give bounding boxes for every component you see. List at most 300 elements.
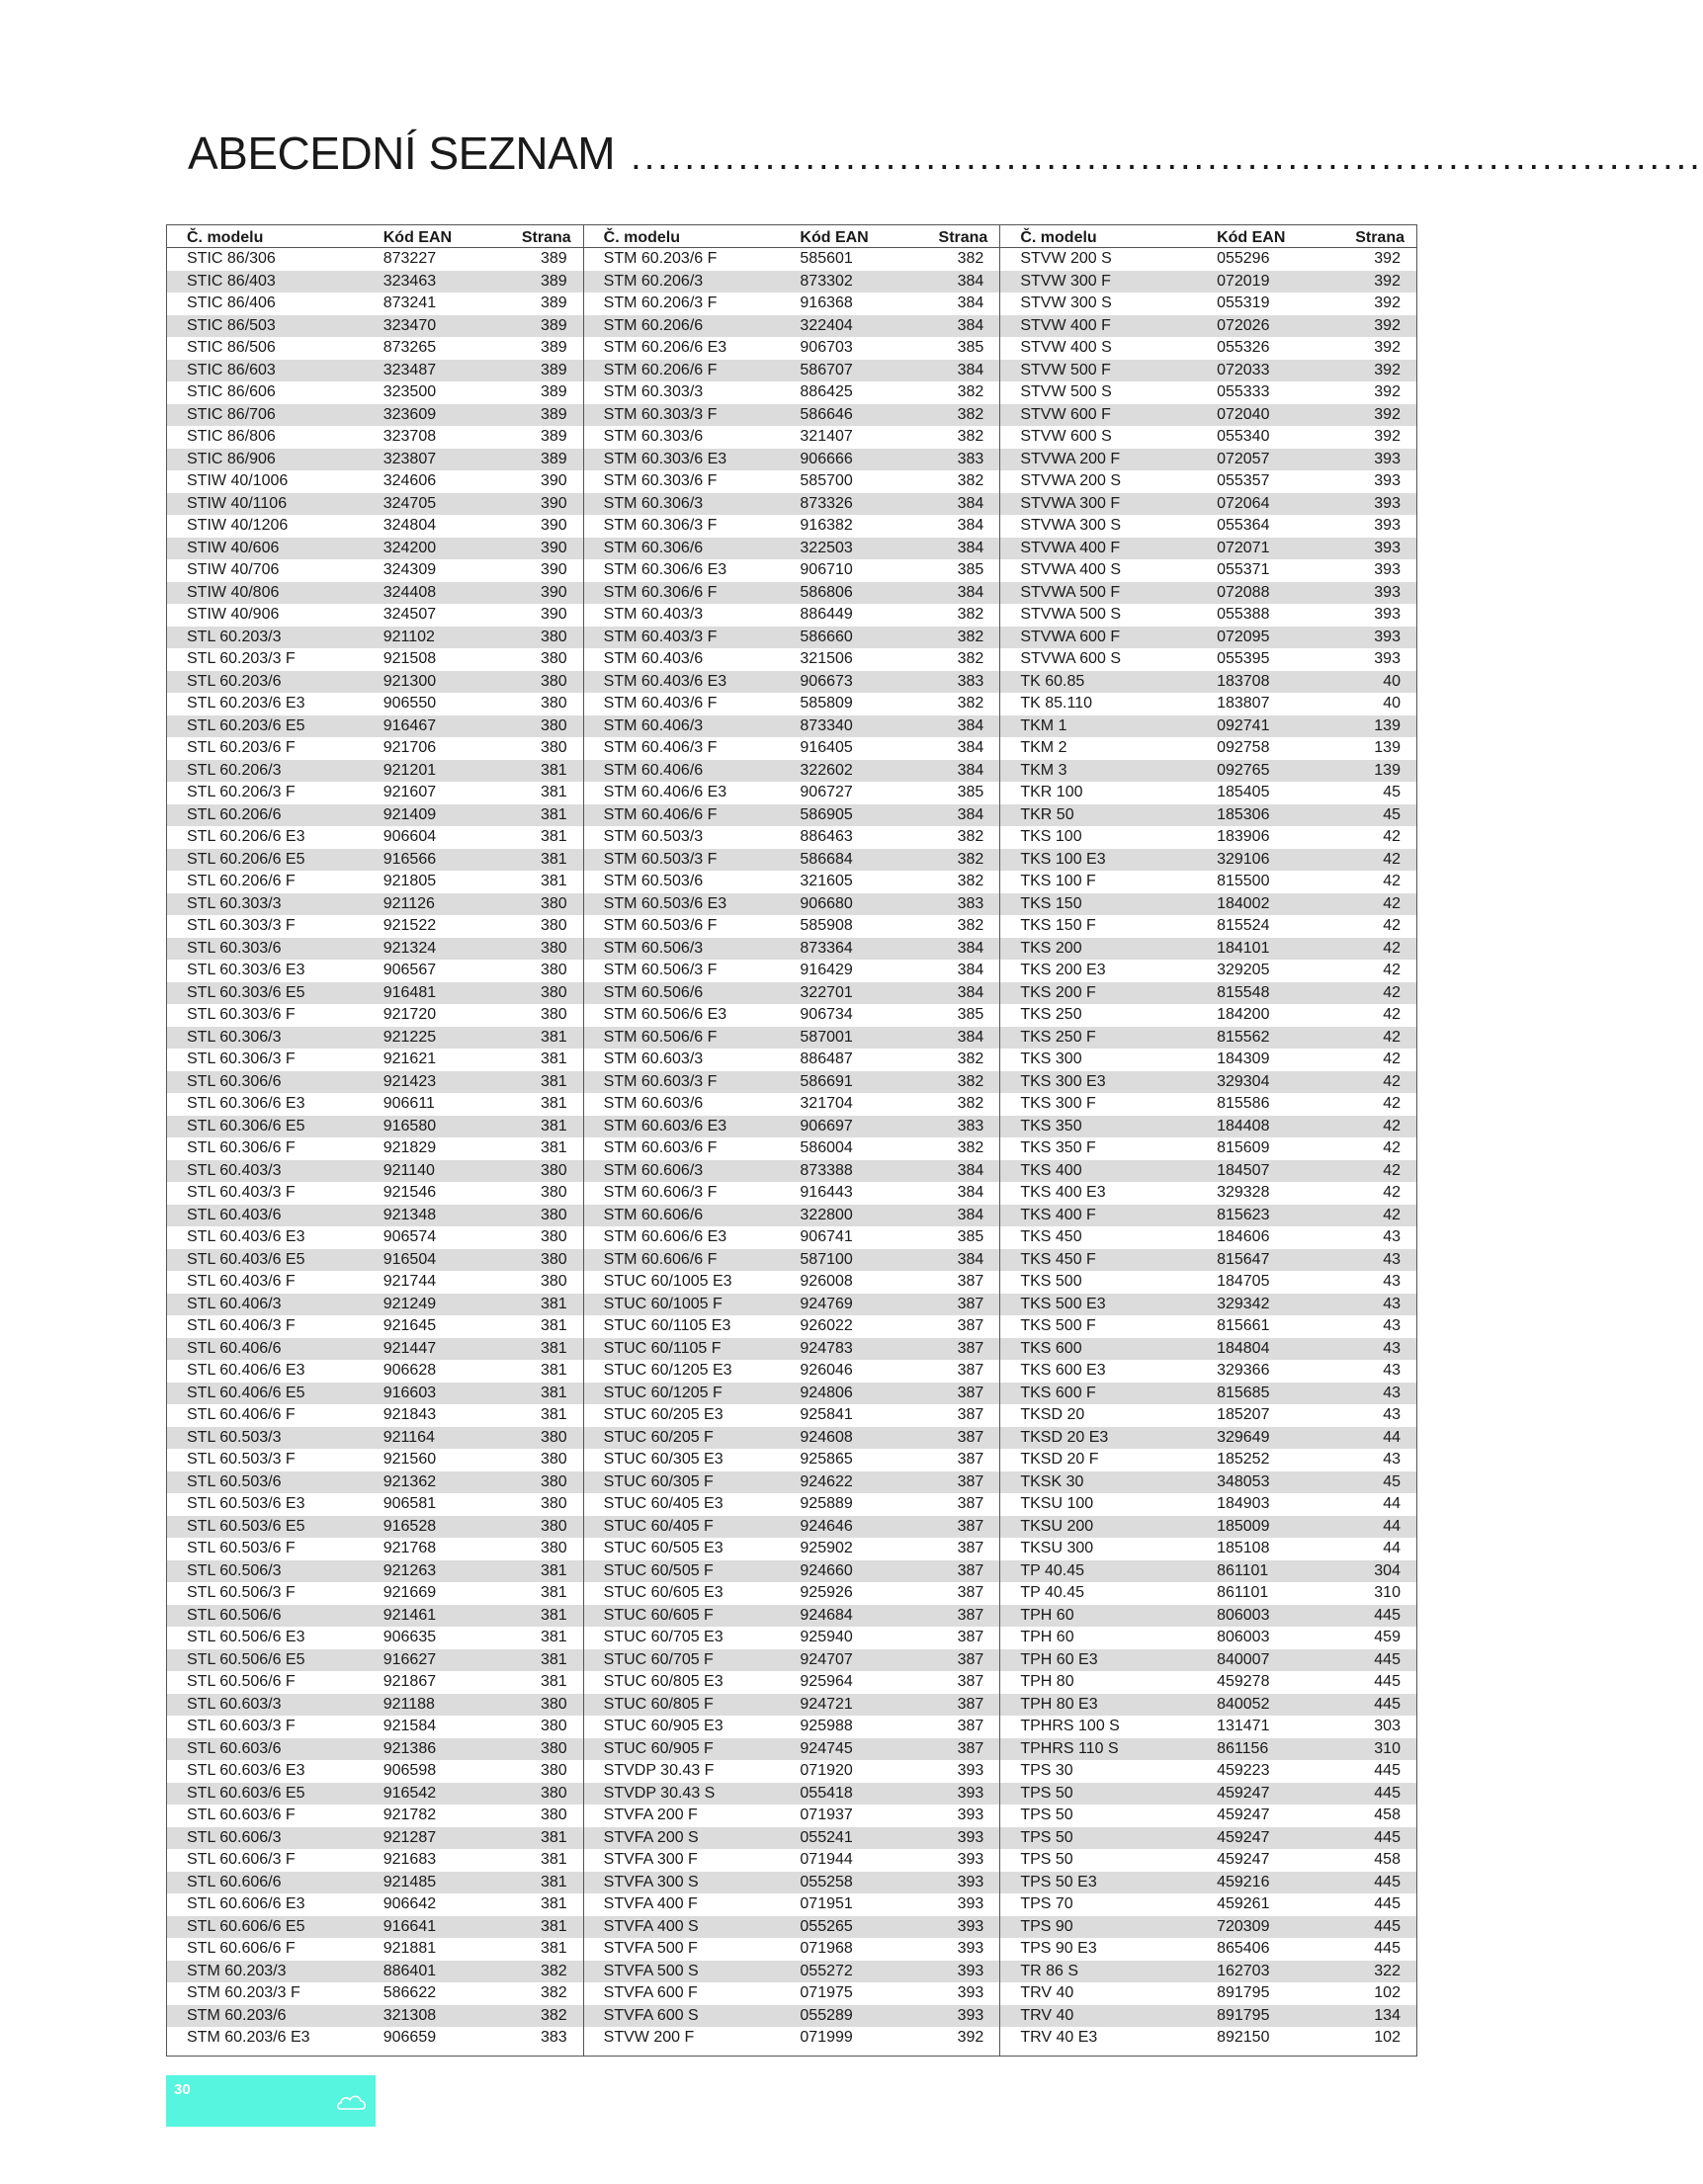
model-cell: STVWA 600 S [1020,650,1122,668]
ean-cell: 873340 [800,716,853,734]
table-row [167,648,583,671]
model-cell: STL 60.406/3 F [187,1317,296,1335]
page-cell: 387 [957,1406,984,1424]
ean-cell: 906741 [800,1228,853,1246]
table-row [167,1315,583,1338]
page-cell: 392 [1374,250,1401,268]
ean-cell: 886401 [383,1962,437,1979]
model-cell: TPS 70 [1020,1895,1073,1913]
page-cell: 381 [540,1629,567,1646]
model-cell: STM 60.306/3 F [603,517,718,535]
table-row [167,1961,583,1983]
table-row [1000,871,1416,893]
model-cell: STL 60.506/6 F [187,1673,296,1691]
table-row [167,938,583,961]
table-row [584,982,1000,1005]
table-row [167,1160,583,1183]
ean-cell: 924707 [800,1650,853,1668]
model-cell: STL 60.306/6 E5 [187,1117,305,1134]
model-cell: STVW 600 S [1020,428,1112,446]
page-cell: 381 [540,1117,567,1134]
model-cell: STL 60.403/3 F [187,1184,296,1202]
page-cell: 393 [1374,606,1401,624]
table-row [584,1649,1000,1672]
page-cell: 393 [957,1828,984,1846]
model-cell: STVFA 400 F [603,1895,698,1913]
page-cell: 387 [957,1650,984,1668]
table-row [1000,1294,1416,1316]
ean-cell: 916405 [800,739,853,757]
ean-cell: 459216 [1217,1873,1270,1890]
page-cell: 387 [957,1673,984,1691]
ean-cell: 916467 [383,716,437,734]
table-row [1000,470,1416,493]
table-row [584,1427,1000,1450]
model-cell: STM 60.203/6 F [603,250,718,268]
page-cell: 42 [1383,1095,1401,1113]
table-row [1000,1226,1416,1249]
page-cell: 445 [1374,1917,1401,1935]
model-cell: STL 60.503/6 E5 [187,1517,305,1535]
ean-cell: 921300 [383,672,437,690]
model-cell: STL 60.403/6 [187,1206,282,1223]
model-cell: TKS 100 [1020,828,1082,846]
table-row [167,470,583,493]
page-cell: 458 [1374,1806,1401,1824]
table-row [584,938,1000,961]
table-row [584,849,1000,872]
model-cell: STL 60.406/6 [187,1339,282,1357]
ean-cell: 921560 [383,1451,437,1469]
page-cell: 387 [957,1384,984,1401]
table-row [584,1360,1000,1383]
page-cell: 382 [957,383,984,401]
table-row [1000,715,1416,738]
page-cell: 393 [957,1895,984,1913]
table-row [167,1049,583,1071]
ean-cell: 586004 [800,1139,853,1157]
table-row [584,248,1000,271]
page-cell: 42 [1383,983,1401,1001]
page-cell: 384 [957,1161,984,1179]
ean-cell: 586806 [800,583,853,601]
page-cell: 392 [957,2029,984,2047]
model-cell: STL 60.306/3 [187,1028,282,1046]
ean-cell: 921386 [383,1739,437,1757]
table-row [584,760,1000,783]
ean-cell: 055357 [1217,472,1270,490]
table-row [584,293,1000,315]
ean-cell: 924721 [800,1695,853,1713]
ean-cell: 916382 [800,517,853,535]
page-cell: 42 [1383,894,1401,912]
ean-cell: 072064 [1217,494,1270,512]
ean-cell: 921225 [383,1028,437,1046]
model-cell: TKSU 300 [1020,1540,1094,1557]
page-cell: 381 [540,1362,567,1380]
model-cell: TKSU 200 [1020,1517,1094,1535]
model-cell: STM 60.606/3 F [603,1184,718,1202]
table-row [584,1716,1000,1738]
page-cell: 445 [1374,1762,1401,1780]
table-row [1000,1938,1416,1961]
page-cell: 380 [540,1762,567,1780]
model-cell: STM 60.503/6 F [603,917,718,935]
model-cell: TKS 300 [1020,1050,1082,1068]
table-row [167,1404,583,1427]
table-row [584,1516,1000,1539]
page-cell: 393 [957,1873,984,1890]
model-cell: TKS 350 F [1020,1139,1096,1157]
table-row [167,1516,583,1539]
page-cell: 392 [1374,272,1401,290]
page-cell: 381 [540,1940,567,1958]
table-row [1000,893,1416,916]
model-cell: STVFA 300 F [603,1851,698,1869]
model-cell: STM 60.303/6 E3 [603,450,727,467]
ean-cell: 324705 [383,494,437,512]
table-row [167,604,583,627]
ean-cell: 921126 [383,894,435,912]
table-row [1000,1137,1416,1160]
page-cell: 393 [1374,539,1401,556]
header-page: Strana [521,229,571,246]
ean-cell: 184903 [1217,1495,1270,1513]
table-row [584,1916,1000,1939]
table-row [167,693,583,715]
ean-cell: 071999 [800,2029,853,2047]
model-cell: TKS 150 [1020,894,1082,912]
ean-cell: 916443 [800,1184,853,1202]
ean-cell: 329304 [1217,1072,1270,1090]
page-cell: 389 [540,428,567,446]
table-row [1000,1516,1416,1539]
model-cell: STUC 60/1005 E3 [603,1273,732,1291]
table-row [1000,1471,1416,1494]
model-cell: TPS 50 [1020,1784,1073,1802]
table-row [584,1027,1000,1050]
page-cell: 380 [540,650,567,668]
page-cell: 380 [540,1784,567,1802]
table-row [167,1116,583,1138]
ean-cell: 587100 [800,1250,853,1268]
ean-cell: 906611 [383,1095,435,1113]
table-row [167,271,583,294]
page-cell: 392 [1374,361,1401,378]
page-cell: 393 [957,2006,984,2024]
ean-cell: 055364 [1217,517,1270,535]
model-cell: TKS 250 F [1020,1028,1096,1046]
ean-cell: 916368 [800,294,853,312]
page-cell: 387 [957,1561,984,1579]
ean-cell: 886449 [800,606,853,624]
model-cell: STL 60.203/3 [187,628,282,645]
page-cell: 382 [540,1984,567,2002]
model-cell: TRV 40 [1020,2006,1074,2024]
page-cell: 44 [1383,1517,1401,1535]
ean-cell: 586660 [800,628,853,645]
page-cell: 381 [540,1673,567,1691]
page-cell: 445 [1374,1784,1401,1802]
page-cell: 381 [540,1584,567,1602]
ean-cell: 924608 [800,1428,853,1446]
table-row [1000,1182,1416,1205]
model-cell: STM 60.506/3 F [603,962,718,979]
page-cell: 390 [540,561,567,579]
table-row [584,2005,1000,2028]
model-cell: TKSD 20 [1020,1406,1085,1424]
table-row [1000,737,1416,760]
model-cell: STL 60.603/6 E5 [187,1784,305,1802]
page-cell: 384 [957,517,984,535]
table-row [167,982,583,1005]
table-row [167,1182,583,1205]
model-cell: TKS 300 E3 [1020,1072,1106,1090]
page-cell: 43 [1383,1362,1401,1380]
model-cell: STIW 40/1006 [187,472,289,490]
model-cell: STM 60.406/6 [603,761,704,779]
model-cell: TPS 50 [1020,1828,1073,1846]
model-cell: STL 60.603/6 E3 [187,1762,305,1780]
page-cell: 445 [1374,1673,1401,1691]
model-cell: STL 60.503/6 [187,1472,282,1490]
page-cell: 384 [957,361,984,378]
table-row [167,493,583,516]
ean-cell: 459261 [1217,1895,1270,1913]
model-cell: STVWA 300 S [1020,517,1122,535]
page-cell: 387 [957,1362,984,1380]
model-cell: STL 60.606/3 F [187,1851,296,1869]
model-cell: STL 60.406/6 E5 [187,1384,305,1401]
page-cell: 381 [540,1561,567,1579]
table-row [584,1182,1000,1205]
page-cell: 381 [540,784,567,801]
ean-cell: 921362 [383,1472,437,1490]
model-cell: STL 60.403/6 F [187,1273,296,1291]
table-row [1000,2005,1416,2028]
model-cell: TPS 50 [1020,1806,1073,1824]
column-header [167,225,583,248]
ean-cell: 183708 [1217,672,1270,690]
page-cell: 387 [957,1517,984,1535]
ean-cell: 055258 [800,1873,853,1890]
ean-cell: 321605 [800,873,853,890]
model-cell: STUC 60/505 E3 [603,1540,724,1557]
model-cell: STL 60.303/6 E3 [187,962,305,979]
ean-cell: 586646 [800,405,853,423]
page-title [188,121,1703,179]
table-row [1000,426,1416,449]
ean-cell: 586622 [383,1984,437,2002]
table-row [584,1493,1000,1516]
page-cell: 381 [540,1139,567,1157]
ean-cell: 055418 [800,1784,853,1802]
model-cell: STVFA 200 F [603,1806,698,1824]
model-cell: STL 60.506/6 E5 [187,1650,305,1668]
ean-cell: 072088 [1217,583,1270,601]
page-cell: 382 [957,250,984,268]
model-cell: STM 60.403/3 [603,606,704,624]
table-row [1000,1027,1416,1050]
table-row [584,404,1000,427]
model-cell: TKS 200 F [1020,983,1096,1001]
table-row [584,1893,1000,1916]
table-row [584,515,1000,538]
ean-cell: 587001 [800,1028,853,1046]
page-cell: 384 [957,272,984,290]
page-cell: 381 [540,761,567,779]
model-cell: TKS 600 [1020,1339,1082,1357]
page-cell: 382 [957,1072,984,1090]
page-cell: 381 [540,873,567,890]
model-cell: STUC 60/705 F [603,1650,714,1668]
page-cell: 445 [1374,1828,1401,1846]
page-cell: 380 [540,695,567,713]
table-row [584,1961,1000,1983]
table-row [167,1071,583,1094]
ean-cell: 924769 [800,1295,853,1312]
page-cell: 385 [957,1006,984,1024]
page-cell: 387 [957,1629,984,1646]
table-row [584,582,1000,605]
model-cell: STL 60.206/6 E3 [187,828,305,846]
page-title-text: ABECEDNÍ SEZNAM [188,127,616,179]
ean-cell: 906628 [383,1362,437,1380]
ean-cell: 184804 [1217,1339,1270,1357]
model-cell: STL 60.506/3 [187,1561,282,1579]
ean-cell: 921140 [383,1161,435,1179]
model-cell: STM 60.206/6 [603,316,704,334]
page-cell: 384 [957,805,984,823]
page-cell: 382 [540,2006,567,2024]
table-row [1000,337,1416,360]
ean-cell: 321704 [800,1095,853,1113]
model-cell: STUC 60/405 E3 [603,1495,724,1513]
ean-cell: 906703 [800,339,853,357]
table-row [1000,1449,1416,1471]
ean-cell: 925889 [800,1495,853,1513]
model-cell: STVW 300 S [1020,294,1112,312]
page-cell: 42 [1383,1161,1401,1179]
table-row [584,1849,1000,1872]
ean-cell: 184101 [1217,939,1270,957]
table-row [584,1783,1000,1806]
ean-cell: 861156 [1217,1739,1269,1757]
table-row [584,449,1000,471]
page-cell: 102 [1374,1984,1401,2002]
table-row [584,1071,1000,1094]
model-cell: STL 60.203/6 F [187,739,296,757]
page-cell: 384 [957,1250,984,1268]
ean-cell: 184200 [1217,1006,1270,1024]
table-row [167,404,583,427]
table-row [167,538,583,560]
table-row [1000,1783,1416,1806]
page-cell: 384 [957,316,984,334]
page-cell: 380 [540,1718,567,1735]
ean-cell: 323487 [383,361,437,378]
model-cell: STL 60.506/6 [187,1606,282,1624]
ean-cell: 921645 [383,1317,437,1335]
ean-cell: 921423 [383,1072,437,1090]
ean-cell: 921706 [383,739,437,757]
table-row [167,715,583,738]
ean-cell: 323708 [383,428,437,446]
ean-cell: 072019 [1217,272,1270,290]
ean-cell: 906574 [383,1228,437,1246]
model-cell: STL 60.206/3 F [187,784,296,801]
ean-cell: 873227 [383,250,437,268]
model-cell: STM 60.303/6 [603,428,704,446]
ean-cell: 185306 [1217,805,1270,823]
table-row [584,426,1000,449]
page-cell: 390 [540,606,567,624]
ean-cell: 324309 [383,561,437,579]
page-cell: 383 [957,894,984,912]
model-cell: STVFA 500 F [603,1940,698,1958]
page-cell: 380 [540,962,567,979]
model-cell: STL 60.403/6 E5 [187,1250,305,1268]
page-cell: 445 [1374,1695,1401,1713]
page-cell: 380 [540,894,567,912]
page-cell: 381 [540,1072,567,1090]
ean-cell: 921201 [383,761,437,779]
model-cell: STM 60.406/3 [603,716,704,734]
table-row [167,1004,583,1027]
ean-cell: 815647 [1217,1250,1270,1268]
table-row [1000,1872,1416,1894]
table-row [1000,1160,1416,1183]
table-row [584,1627,1000,1649]
ean-cell: 921867 [383,1673,437,1691]
table-row [584,1249,1000,1272]
model-cell: STM 60.403/3 F [603,628,718,645]
model-cell: STVFA 600 S [603,2006,699,2024]
page-cell: 385 [957,561,984,579]
table-row [584,826,1000,849]
table-row [167,1383,583,1405]
ean-cell: 329328 [1217,1184,1270,1202]
table-row [167,2027,583,2050]
ean-cell: 916481 [383,983,437,1001]
index-column [583,225,1000,2056]
table-row [1000,293,1416,315]
page-cell: 380 [540,1006,567,1024]
page-cell: 380 [540,1695,567,1713]
table-row [167,1694,583,1717]
table-row [167,1449,583,1471]
model-cell: STUC 60/805 E3 [603,1673,724,1691]
ean-cell: 055371 [1217,561,1270,579]
model-cell: TKS 500 E3 [1020,1295,1106,1312]
ean-cell: 891795 [1217,2006,1270,2024]
page-cell: 381 [540,1895,567,1913]
table-row [167,1627,583,1649]
table-row [167,1872,583,1894]
page-cell: 384 [957,716,984,734]
page-cell: 387 [957,1495,984,1513]
table-row [167,1916,583,1939]
page-cell: 384 [957,939,984,957]
page-cell: 393 [957,1917,984,1935]
table-row [167,915,583,938]
table-row [1000,1738,1416,1761]
page-cell: 389 [540,339,567,357]
page-cell: 393 [1374,450,1401,467]
model-cell: STVFA 600 F [603,1984,698,2002]
ean-cell: 921324 [383,939,437,957]
model-cell: STM 60.203/6 [187,2006,287,2024]
